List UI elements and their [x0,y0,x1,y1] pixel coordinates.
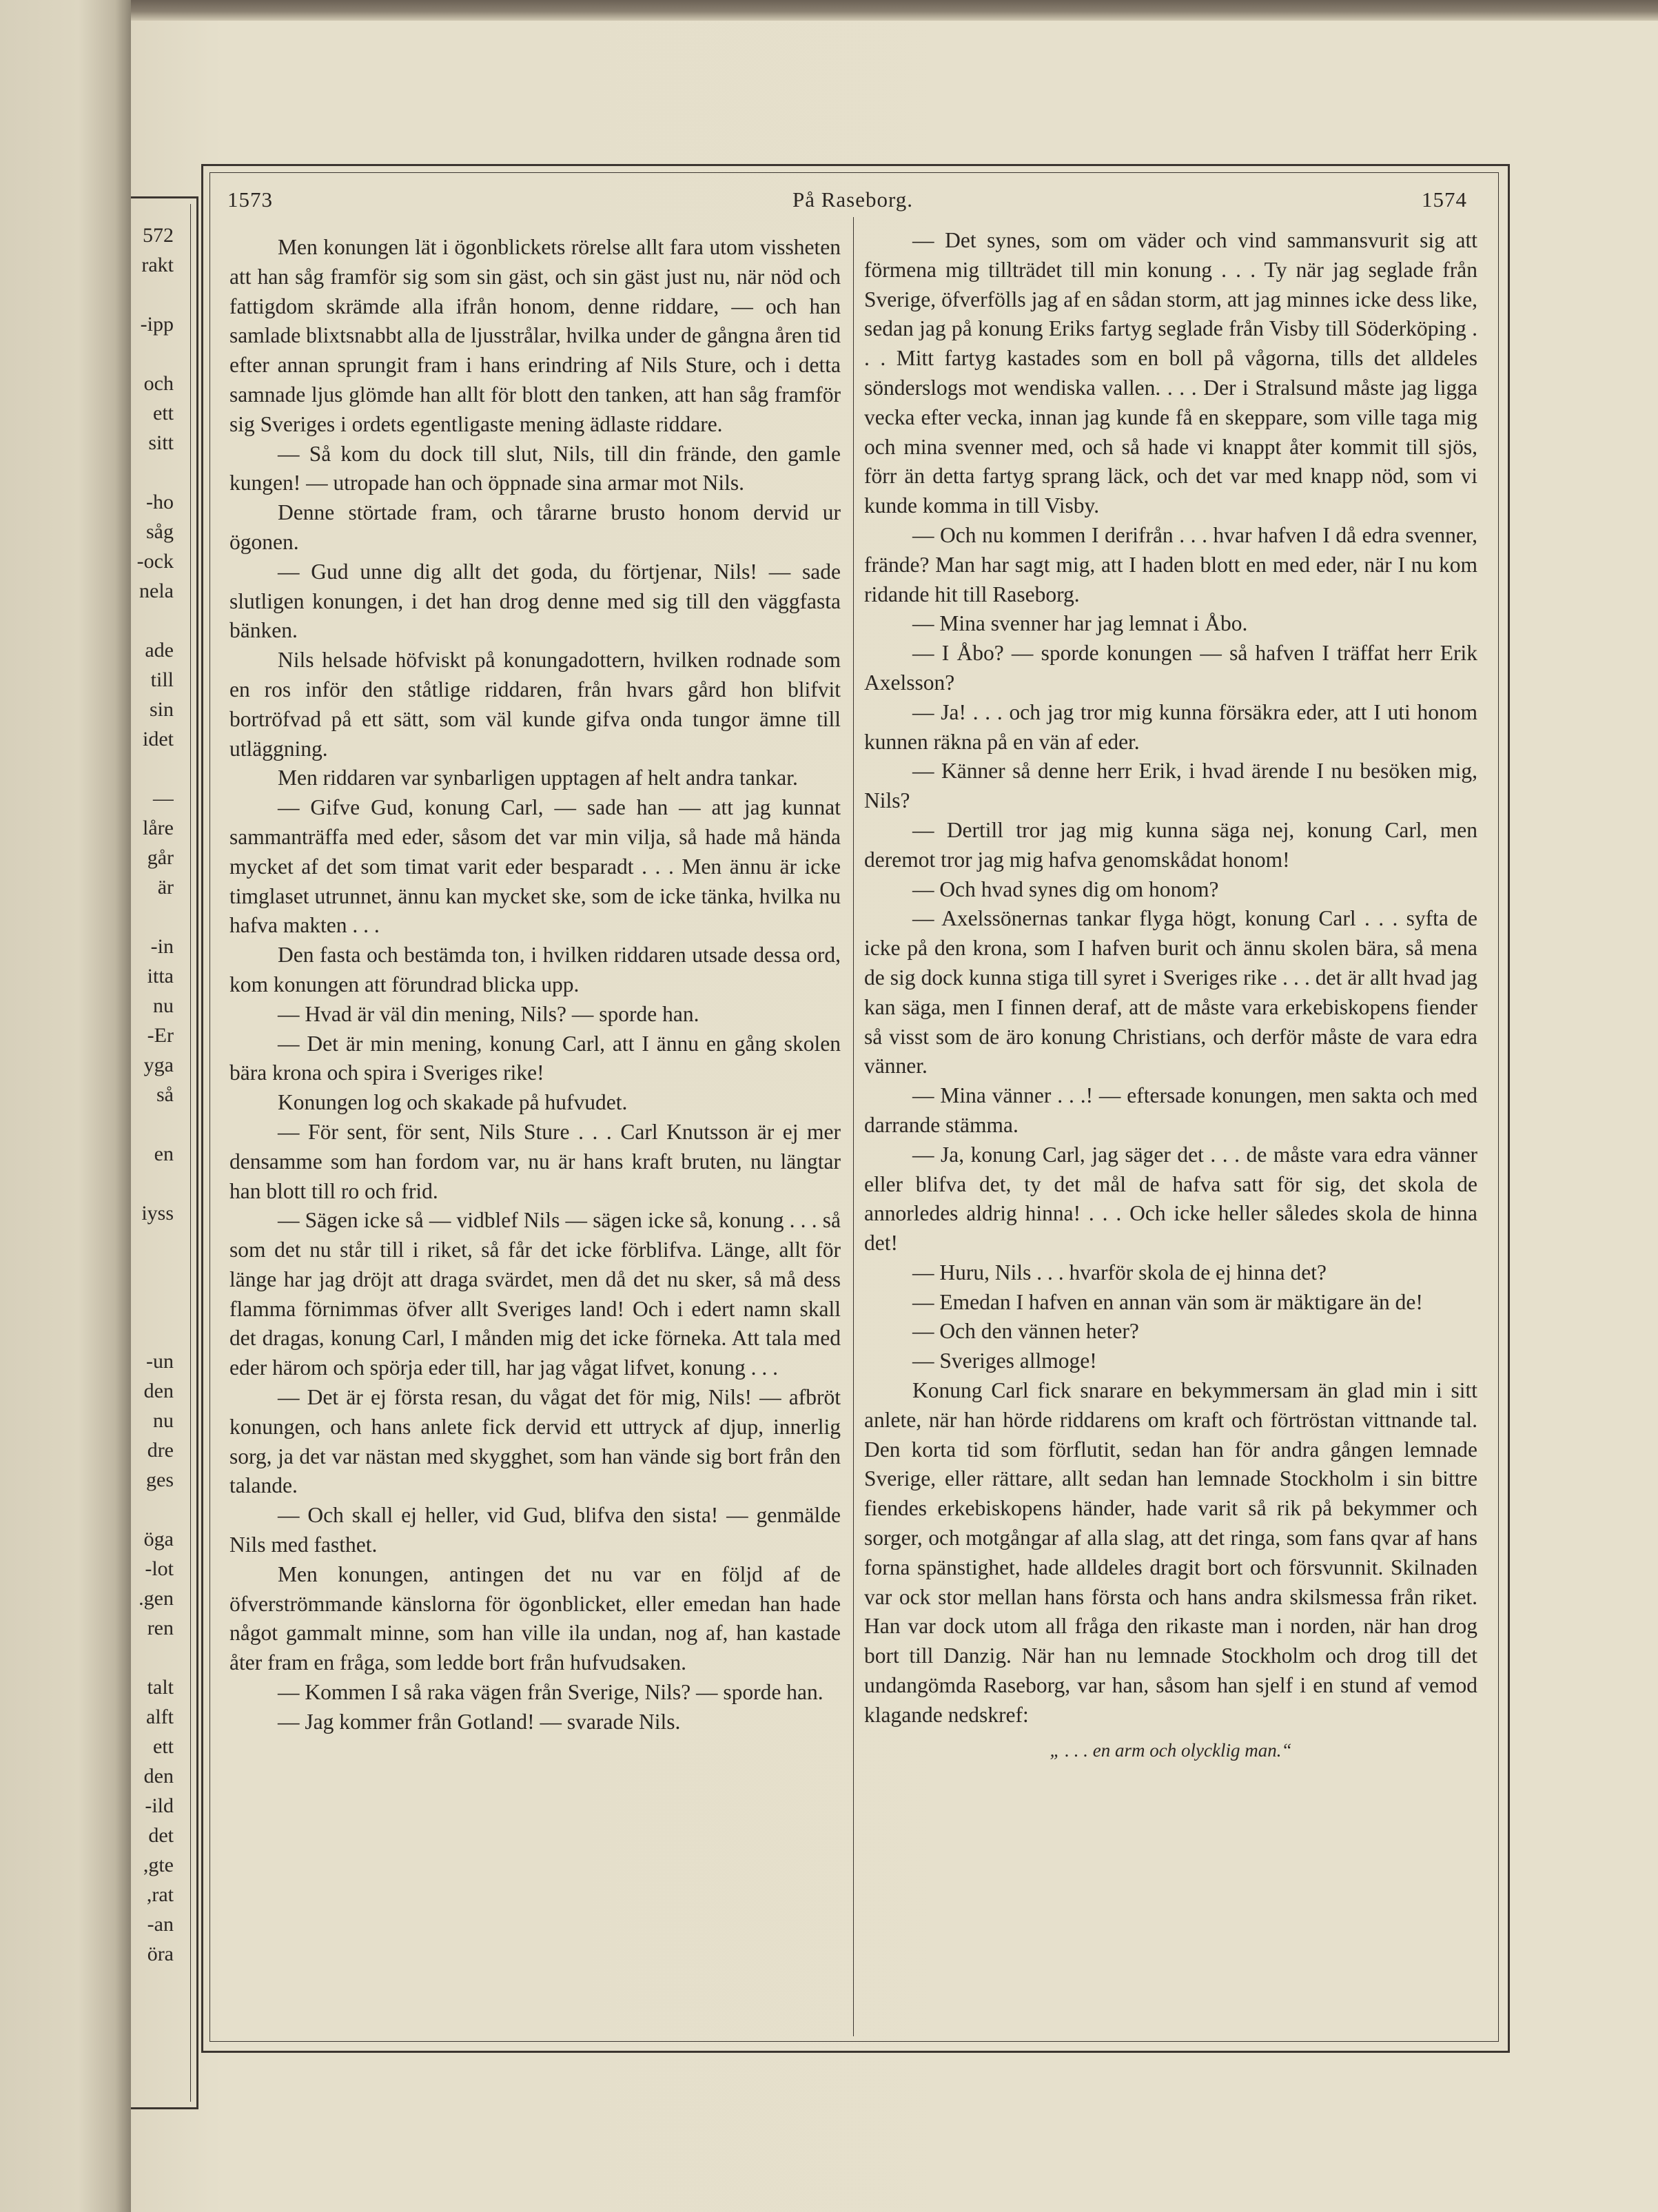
previous-page-line: ren [147,1617,174,1639]
paragraph: — Och skall ej heller, vid Gud, blifva den sista! — genmälde Nils med fasthet. [229,1503,841,1557]
paragraph: — Sägen icke så — vidblef Nils — sägen icke så, konung . . . så som det nu står till i riket, så får det icke förblifva. Länge, allt för länge har jag dröjt att draga svärdet, men då det nu sker, så må dess flamma förnimmas öfver allt Sveriges land! Och i edert namn skall det dragas, konung Carl, I månden mig det icke förneka. Att tala med eder härom och spörja eder till, har jag vågat lifvet, konung . . . [229,1208,841,1380]
paragraph: — För sent, för sent, Nils Sture . . . Carl Knutsson är ej mer densamme som han fordom var, nu är hans kraft bruten, nu längtar han blott till ro och frid. [229,1119,841,1203]
previous-page-line: en [154,1143,174,1165]
book-top-edge [0,0,1658,21]
book-spine [0,0,131,2212]
paragraph: — Hvad är väl din mening, Nils? — sporde han. [278,1001,699,1026]
previous-page-line: yga [143,1054,174,1076]
previous-page-line: den [143,1765,174,1788]
paragraph: — Kommen I så raka vägen från Sverige, Nils? — sporde han. [278,1680,823,1705]
paragraph: — Axelssönernas tankar flyga högt, konung Carl . . . syfta de icke på den krona, som I hafven burit och ännu skolen bära, så mena de sig dock kunna stiga till syret i Sveriges rike . . . det är allt hvad jag kan säga, men I finnen deraf, att de måste vara erkebiskopens fiender så visst som de äro konung Christians, och derför måste de vara edra vänner. [864,906,1477,1078]
column-divider [853,217,854,2036]
previous-page-line: nela [139,580,174,602]
previous-page-line: in- [150,935,174,958]
paragraph: — I Åbo? — sporde konungen — så hafven I träffat herr Erik Axelsson? [864,641,1477,695]
paragraph: — Sveriges allmoge! [912,1349,1097,1373]
previous-page-line: går [147,846,174,869]
previous-page-line: den [143,1380,174,1402]
previous-page-line: — [153,787,174,810]
left-page-number: 1573 [227,187,273,212]
paragraph: — Ja! . . . och jag tror mig kunna försäkra eder, att I uti honom kunnen räkna på en vän af eder. [864,699,1477,754]
previous-page-line: gte, [143,1854,174,1876]
paragraph: — Och nu kommen I derifrån . . . hvar hafven I då edra svenner, frände? Man har sagt mig, att I haden blott en med eder, när I nu kom ridande hit till Raseborg. [864,522,1477,606]
paragraph: — Och hvad synes dig om honom? [912,877,1219,901]
previous-page-line: såg [146,520,174,543]
previous-page-line: an- [147,1913,174,1936]
right-page-number: 1574 [1422,187,1467,212]
previous-page-line: iyss [141,1202,174,1225]
previous-page-line: det [148,1824,174,1847]
previous-page-line: sin [149,698,174,721]
paragraph: — Gud unne dig allt det goda, du förtjenar, Nils! — sade slutligen konungen, i det han drog denne med sig till den väggfasta bänken. [229,559,841,643]
previous-page-line: ett [153,1735,174,1758]
previous-page-line: Er- [147,1024,174,1047]
paragraph: — Huru, Nils . . . hvarför skola de ej hinna det? [912,1260,1327,1284]
previous-page-line: ade [145,639,174,662]
previous-page-line: ild- [145,1794,174,1817]
previous-page-line: dre [147,1439,174,1462]
paragraph: — Emedan I hafven en annan vän som är mäktigare än de! [912,1289,1423,1314]
paragraph: — Dertill tror jag mig kunna säga nej, konung Carl, men deremot tror jag mig hafva genomskådat honom! [864,817,1477,872]
previous-page-line: öga [143,1528,174,1550]
previous-page-line: öra [147,1943,174,1965]
previous-page-line: sitt [148,431,174,454]
previous-page-line: nu [153,994,174,1017]
previous-page-line: rat, [146,1883,174,1906]
previous-page-line: ett [153,402,174,424]
paragraph: Nils helsade höfviskt på konungadottern, hvilken rodnade som en ros inför den ståtlige riddaren, från hvars gård hon blifvit bortröfvad på ett sätt, som väl kunde gifva onda tungor ämne till utläggning. [229,648,841,761]
previous-page-line: 572 [143,224,174,247]
paragraph: — Det är ej första resan, du vågat det för mig, Nils! — afbröt konungen, och hans anlete fick dervid ett uttryck af djup, innerlig sorg, ja det var nästan med skygghet, som han vände sig bort från den talande. [229,1385,841,1498]
previous-page-line: är [157,876,174,899]
paragraph: Men riddaren var synbarligen upptagen af helt andra tankar. [278,766,798,790]
paragraph: — Mina vänner . . .! — eftersade konungen, men sakta och med darrande stämma. [864,1083,1477,1137]
paragraph: — Och den vännen heter? [912,1319,1139,1344]
paragraph: Men konungen, antingen det nu var en följd af de öfverströmmande känslorna för ögonblicket, eller emedan han hade något gammalt minne, som han ville ila undan, nog af, han kastade åter fram en fråga, som ledde bort från hufvudsaken. [229,1561,841,1675]
previous-page-line: idet [143,728,174,750]
previous-page-line: ges [146,1468,174,1491]
previous-page-line: till [150,668,174,691]
previous-page-line: så [156,1083,174,1106]
previous-page-line: talt [147,1676,174,1699]
previous-page-line: alft [146,1706,174,1728]
previous-page-line: ho- [146,491,174,513]
paragraph: Konung Carl fick snarare en bekymmersam än glad min i sitt anlete, när han hörde riddarens om kraft och förtröstan vittnande tal. Den korta tid som förflutit, sedan han för andra gången lemnade Sverige, eller rättare, allt sedan han lemnade Stockholm i sin bittre fiendes erkebiskopens händer, hade varit så rik på bekymmer och sorger, och motgångar af alla slag, att det ringa, som fans qvar af hans forna spänstighet, hade alldeles dragit bort och försvunnit. Skilnaden var ock stor mellan hans första och hans andra skilsmessa från riket. Han var dock utom all fråga den rikaste man i norden, när han drog bort till Danzig. När han nu lemnade Stockholm och drog till det undangömda Raseborg, var han, såsom han sjelf i en stund af vemod klagande nedskref: [864,1378,1477,1727]
paragraph: Denne störtade fram, och tårarne brusto honom dervid ur ögonen. [229,500,841,554]
previous-page-line: itta [147,965,174,987]
paragraph: — Jag kommer från Gotland! — svarade Nils. [278,1709,681,1734]
paragraph: — Ja, konung Carl, jag säger det . . . de måste vara edra vänner eller blifva det, ty det mål de hafva satt för sig, det skola de annorledes aldrig hinna! . . . Och icke heller således skola de hinna det! [864,1142,1477,1256]
paragraph: — Gifve Gud, konung Carl, — sade han — att jag kunnat sammanträffa med eder, såsom det var min vilja, så hade må hända mycket af det som timat varit eder besparadt . . . Men ännu är icke timglaset utrunnet, ännu kan mycket ske, som de icke tänka, hvilka nu hafva makten . . . [229,795,841,938]
closing-quote: „ . . . en arm och olycklig man.“ [1050,1739,1292,1761]
paragraph: Men konungen lät i ögonblickets rörelse allt fara utom vissheten att han såg framför sig som sin gäst, och sin gäst just nu, när nöd och fattigdom skrämde alla ifrån honom, denne riddare, — och han samlade blixtsnabbt alla de ljusstrålar, hvilka under de gångna åren tid efter annan sprungit fram i hans erindring af Nils Sture, och i detta samnade ljus glömde han allt för blott den tanken, att han såg framför sig Sveriges i ordets egentligaste mening ädlaste riddare. [229,235,841,436]
paragraph: — Det är min mening, konung Carl, att I ännu en gång skolen bära krona och spira i Sveriges rike! [229,1031,841,1085]
paragraph: Konungen log och skakade på hufvudet. [278,1090,628,1115]
paragraph: — Så kom du dock till slut, Nils, till din frände, den gamle kungen! — utropade han och öppnade sina armar mot Nils. [229,441,841,495]
previous-page-line: och [143,372,174,395]
previous-page-line: ipp- [140,313,174,336]
previous-page-line: rakt [141,254,174,276]
right-text-column [864,226,1477,1765]
paragraph: Den fasta och bestämda ton, i hvilken riddaren utsade dessa ord, kom konungen att förundrad blicka upp. [229,943,841,996]
previous-page-line: un- [146,1350,174,1373]
running-title: På Raseborg. [792,187,914,212]
previous-page-line: lot- [145,1557,174,1580]
paragraph: — Känner så denne herr Erik, i hvad ärende I nu besöken mig, Nils? [864,759,1477,813]
left-text-column [229,233,841,1737]
previous-page-line: ock- [136,550,174,573]
previous-page-line: gen. [139,1587,174,1610]
previous-page-line: låre [143,817,174,839]
paragraph: — Det synes, som om väder och vind sammansvurit sig att förmena mig tillträdet till min konung . . . Ty när jag seglade från Sverige, öfverfölls jag af en sådan storm, att jag minnes icke dess like, sedan jag på konung Eriks fartyg seglade från Visby till Söderköping . . . Mitt fartyg kastades som en boll på vågorna, tills det alldeles sönderslogs mot wendiska vallen. . . . Der i Stralsund måste jag ligga vecka efter vecka, innan jag kunde få en skeppare, som ville taga mig och mina svenner med, och så hade vi knappt åter kommit till sjös, förr än detta fartyg sprang läck, och det var med knapp nöd, som vi kunde komma in till Visby. [864,228,1477,518]
previous-page-line: nu [153,1409,174,1432]
paragraph: — Mina svenner har jag lemnat i Åbo. [912,611,1248,636]
